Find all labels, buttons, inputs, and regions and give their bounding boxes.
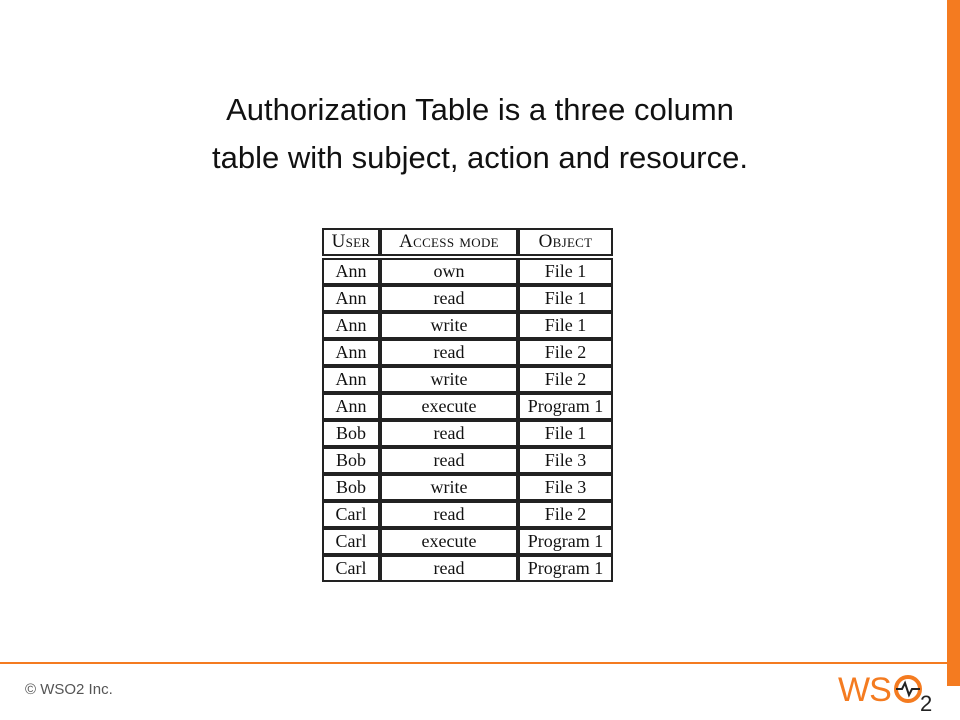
wso2-logo (838, 667, 938, 717)
cell-user: Ann (322, 339, 380, 366)
cell-object: File 2 (518, 501, 613, 528)
cell-object: File 2 (518, 339, 613, 366)
table-body (322, 256, 613, 582)
header-object: Object (518, 228, 613, 256)
cell-user: Ann (322, 393, 380, 420)
cell-access-mode: read (380, 555, 518, 582)
cell-access-mode: own (380, 258, 518, 285)
title-line-1: Authorization Table is a three column (226, 92, 734, 127)
footer-divider (0, 662, 947, 664)
header-user: User (322, 228, 380, 256)
accent-bar (947, 0, 960, 686)
cell-object: File 3 (518, 447, 613, 474)
table-row (322, 447, 613, 474)
authorization-table (322, 228, 613, 582)
cell-object: File 1 (518, 258, 613, 285)
copyright-text: © WSO2 Inc. (25, 681, 113, 698)
cell-object: File 1 (518, 312, 613, 339)
table-row (322, 555, 613, 582)
cell-user: Ann (322, 285, 380, 312)
cell-access-mode: read (380, 285, 518, 312)
cell-access-mode: execute (380, 393, 518, 420)
table-row (322, 339, 613, 366)
table-row (322, 258, 613, 285)
table-row (322, 528, 613, 555)
cell-access-mode: write (380, 474, 518, 501)
table-row (322, 312, 613, 339)
cell-user: Ann (322, 312, 380, 339)
cell-user: Bob (322, 474, 380, 501)
svg-text:WS: WS (838, 671, 891, 709)
cell-object: File 3 (518, 474, 613, 501)
cell-access-mode: read (380, 420, 518, 447)
cell-user: Bob (322, 447, 380, 474)
svg-text:2: 2 (920, 691, 933, 716)
table-row (322, 393, 613, 420)
cell-access-mode: execute (380, 528, 518, 555)
table-row (322, 285, 613, 312)
cell-user: Carl (322, 501, 380, 528)
table-row (322, 366, 613, 393)
cell-object: File 2 (518, 366, 613, 393)
cell-user: Bob (322, 420, 380, 447)
cell-object: Program 1 (518, 393, 613, 420)
header-access-mode: Access mode (380, 228, 518, 256)
table-header-row (322, 228, 613, 256)
table-row (322, 501, 613, 528)
table-row (322, 474, 613, 501)
table-row (322, 420, 613, 447)
cell-user: Carl (322, 555, 380, 582)
cell-access-mode: read (380, 501, 518, 528)
slide-title (100, 86, 860, 182)
cell-object: Program 1 (518, 555, 613, 582)
cell-access-mode: read (380, 339, 518, 366)
cell-user: Ann (322, 258, 380, 285)
cell-object: Program 1 (518, 528, 613, 555)
cell-object: File 1 (518, 420, 613, 447)
title-line-2: table with subject, action and resource. (212, 140, 748, 175)
cell-user: Carl (322, 528, 380, 555)
cell-object: File 1 (518, 285, 613, 312)
cell-access-mode: read (380, 447, 518, 474)
cell-user: Ann (322, 366, 380, 393)
cell-access-mode: write (380, 366, 518, 393)
cell-access-mode: write (380, 312, 518, 339)
